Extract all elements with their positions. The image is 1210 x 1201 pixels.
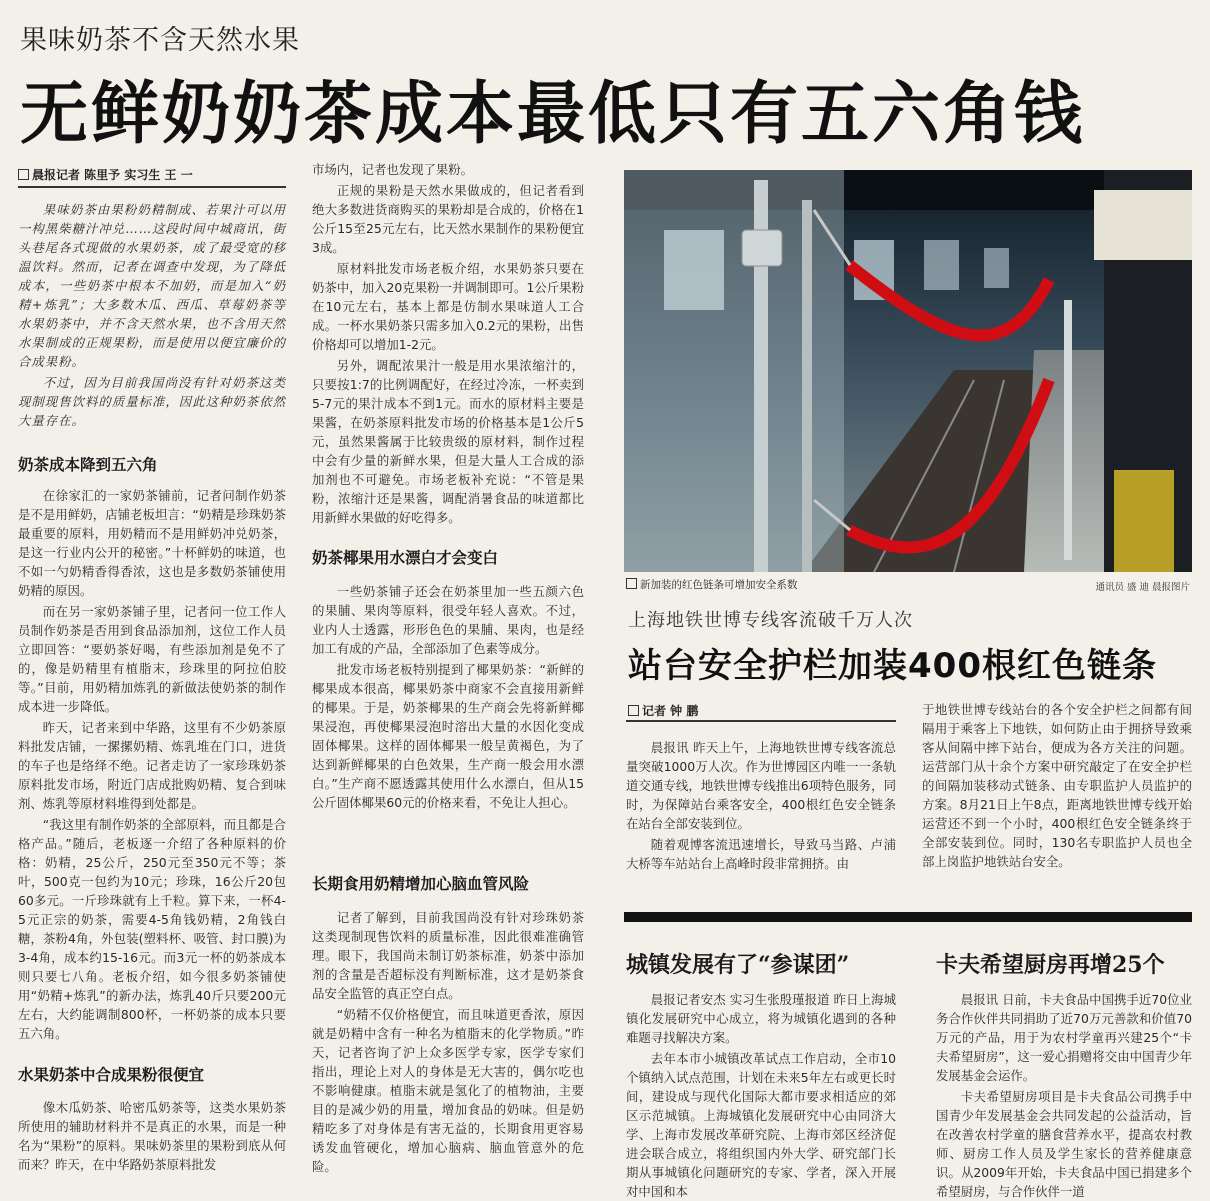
caption-marker-icon	[626, 578, 637, 589]
section-divider-bar	[624, 912, 1192, 922]
body-paragraph: 去年本市小城镇改革试点工作启动，全市10个镇纳入试点范围，计划在未来5年左右或更长时间，建设成与现代化国际大都市要求相适应的郊区示范城镇。上海城镇化发展研究中心由同济大学、上海市发展改革研究院、上海市郊区经济促进会联合成立，将组织国内外大学、研究部门长期从事城镇化问题研究的专家、学者，深入开展对中国和本	[626, 1051, 896, 1199]
byline-marker-icon	[18, 169, 29, 180]
section-heading: 长期食用奶精增加心脑血管风险	[312, 875, 530, 893]
main-kicker: 果味奶茶不含天然水果	[20, 25, 300, 56]
body-paragraph: 记者了解到，目前我国尚没有针对珍珠奶茶这类现制现售饮料的质量标准，因此很难准确管理。眼下，我国尚未制订奶茶标准，奶茶中添加剂的含量是否超标没有判断标准，这才是奶茶食品安全监管的真正空白点。	[312, 910, 584, 1001]
metro-platform-image	[624, 170, 1192, 572]
town-body	[626, 990, 896, 1199]
byline-rule	[18, 186, 286, 188]
intro-paragraph: 不过，因为目前我国尚没有针对奶茶这类现制现售饮料的质量标准，因此这种奶茶依然大量存在。	[18, 375, 286, 428]
col2-body	[312, 160, 584, 532]
section-heading: 奶茶成本降到五六角	[18, 456, 158, 474]
photo-credit: 通讯员 盛 迪 晨报图片	[1095, 582, 1190, 593]
metro-headline: 站台安全护栏加装400根红色链条	[628, 646, 1157, 686]
body-paragraph: 一些奶茶铺子还会在奶茶里加一些五颜六色的果脯、果肉等原料，很受年轻人喜欢。不过，业内人士透露，形形色色的果脯、果肉，也是经加工有成的产品，全部添加了色素等成分。	[312, 584, 584, 656]
main-byline: 晨报记者 陈里予 实习生 王 一	[18, 166, 193, 183]
metro-col1	[626, 738, 896, 898]
section-body	[18, 1098, 286, 1190]
town-headline: 城镇发展有了“参谋团”	[626, 952, 850, 978]
byline-marker-icon	[628, 705, 639, 716]
body-paragraph: 晨报讯 日前，卡夫食品中国携手近70位业务合作伙伴共同捐助了近70万元善款和价值70万元的产品，用于为农村学童再兴建25个“卡夫希望厨房”，这一爱心捐赠将交由中国青少年发展基金会运作。	[936, 992, 1192, 1083]
body-paragraph: 像木瓜奶茶、哈密瓜奶茶等，这类水果奶茶所使用的辅助材料并不是真正的水果，而是一种名为“果粉”的原料。果味奶茶里的果粉到底从何而来？昨天，在中华路奶茶原料批发	[18, 1100, 286, 1172]
body-paragraph: 晨报讯 昨天上午，上海地铁世博专线客流总量突破1000万人次。作为世博园区内唯一一条轨道交通专线，地铁世博专线推出6项特色服务，同时，为保障站台乘客安全，400根红色安全链条在站台全部安装到位。	[626, 740, 896, 831]
main-headline: 无鲜奶奶茶成本最低只有五六角钱	[20, 74, 1086, 154]
metro-byline-rule	[626, 720, 896, 722]
kafu-body	[936, 990, 1192, 1199]
body-paragraph: 于地铁世博专线站台的各个安全护栏之间都有间隔用于乘客上下地铁，如何防止由于拥挤导致乘客从间隔中摔下站台，便成为各方关注的问题。运营部门从十余个方案中研究敲定了在安全护栏的间隔加装移动式链条、由专职监护人员监护的方案。8月21日上午8点，距离地铁世博专线开始运营还不到一个小时，400根红色安全链条终于全部安装到位。同时，130名专职监护人员也全部上岗监护地铁站台安全。	[922, 702, 1192, 869]
main-intro	[18, 200, 286, 436]
metro-col2	[922, 700, 1192, 898]
section-body	[18, 486, 286, 1050]
section-body	[312, 908, 584, 1190]
body-paragraph: “我这里有制作奶茶的全部原料，而且都是合格产品。”随后，老板逐一介绍了各种原料的价格：奶精，25公斤，250元至350元不等；茶叶，500克一包约为10元；珍珠，16公斤20包60多元。一斤珍珠就有上千粒。算下来，一杯4-5元正宗的奶茶，需要4-5角钱奶精，2角钱白糖，茶粉4角，外包装(塑料杯、吸管、封口膜)为3-4角，成本约15-16元。而3元一杯的奶茶成本则只要七八角。老板介绍，如今很多奶茶铺使用“奶精+炼乳”的新办法，炼乳40斤只要200元左右，大约能调制800杯，一杯奶茶的成本只要五六角。	[18, 817, 286, 1041]
metro-photo	[624, 170, 1192, 572]
body-paragraph: 市场内，记者也发现了果粉。	[312, 162, 474, 177]
body-paragraph: 昨天，记者来到中华路，这里有不少奶茶原料批发店铺，一摞摞奶精、炼乳堆在门口，进货的车子也是络绎不绝。记者走访了一家珍珠奶茶原料批发市场，附近门店成批购奶精、复合到味剂、炼乳等原材料堆得到处都是。	[18, 720, 286, 811]
kafu-headline: 卡夫希望厨房再增25个	[936, 952, 1165, 978]
body-paragraph: 晨报记者安杰 实习生张殷瑾报道 昨日上海城镇化发展研究中心成立，将为城镇化遇到的各种难题寻找解决方案。	[626, 992, 896, 1045]
body-paragraph: 而在另一家奶茶铺子里，记者问一位工作人员制作奶茶是否用到食品添加剂，这位工作人员立即回答：“要奶茶好喝，有些添加剂是免不了的，像是奶精里有植脂末，珍珠里的阿拉伯胶等。”目前，用奶精加炼乳的新做法使奶茶的制作成本进一步降低。	[18, 604, 286, 714]
section-heading: 奶茶椰果用水漂白才会变白	[312, 549, 499, 567]
body-paragraph: 批发市场老板特别提到了椰果奶茶：“新鲜的椰果成本很高，椰果奶茶中商家不会直接用新鲜的椰果。于是，奶茶椰果的生产商会先将新鲜椰果浸泡，再使椰果浸泡时溶出大量的水因化变成固体椰果。这样的固体椰果一般呈黄褐色，为了达到新鲜椰果的白色效果，生产商一般会用水漂白。”生产商不愿透露其使用什么水漂白，但从15公斤固体椰果60元的价格来看，不免让人担心。	[312, 662, 584, 810]
section-heading: 水果奶茶中合成果粉很便宜	[18, 1066, 205, 1084]
section-body	[312, 582, 584, 856]
body-paragraph: 正规的果粉是天然水果做成的，但记者看到绝大多数进货商购买的果粉却是合成的，价格在1公斤15至25元左右，比天然水果制作的果粉便宜3成。	[312, 183, 584, 255]
intro-paragraph: 果味奶茶由果粉奶精制成、若果汁可以用一构黑柴糖汁冲兑……这段时间中城商讯，街头巷尾各式现做的水果奶茶，成了最受宽的移温饮料。然而，记者在调查中发现，为了降低成本，一些奶茶中根本不加奶，而是加入“奶精+炼乳”；大多数木瓜、西瓜、草莓奶茶等水果奶茶中，并不含天然水果，也不含用天然水果制成的正规果粉，而是使用以便宜廉价的合成果粉。	[18, 202, 286, 369]
metro-kicker: 上海地铁世博专线客流破千万人次	[628, 610, 913, 631]
body-paragraph: “奶精不仅价格便宜，而且味道更香浓，原因就是奶精中含有一种名为植脂末的化学物质。”昨天，记者咨询了沪上众多医学专家，医学专家们指出，理论上对人的身体是无大害的，偶尔吃也不影响健康。植脂末就是氢化了的植物油，主要目的是减少奶的用量，增加食品的奶味。但是奶精吃多了对身体是有害无益的，长期食用更容易诱发血管硬化，增加心脑病、脑血管意外的危险。	[312, 1007, 584, 1174]
body-paragraph: 随着观博客流迅速增长，导致马当路、卢浦大桥等车站站台上高峰时段非常拥挤。由	[626, 837, 896, 871]
metro-byline: 记者 钟 鹏	[628, 702, 698, 719]
photo-caption: 新加装的红色链条可增加安全系数	[626, 577, 798, 592]
body-paragraph: 另外，调配浓果汁一般是用水果浓缩汁的，只要按1:7的比例调配好，在经过冷冻，一杯卖到5-7元的果汁成本不到1元。而水的原材料主要是果酱，在奶茶原料批发市场的价格基本是1公斤5元，虽然果酱属于比较贵级的原材料，制作过程中会有少量的新鲜水果，但是大量人工合成的添加剂也不可避免。市场老板补充说：“不管是果粉，浓缩汁还是果酱，调配消暑食品的味道都比用新鲜水果做的好吃得多。	[312, 358, 584, 525]
body-paragraph: 卡夫希望厨房项目是卡夫食品公司携手中国青少年发展基金会共同发起的公益活动，旨在改善农村学童的膳食营养水平，提高农村教师、厨房工作人员及学生家长的营养健康意识。从2009年开始，卡夫食品中国已捐建多个希望厨房，与合作伙伴一道	[936, 1089, 1192, 1199]
body-paragraph: 原材料批发市场老板介绍，水果奶茶只要在奶茶中，加入20克果粉一并调制即可。1公斤果粉在10元左右，基本上都是仿制水果味道人工合成。一杯水果奶茶只需多加入0.2元的果粉，出售价格却可以增加1-2元。	[312, 261, 584, 352]
body-paragraph: 在徐家汇的一家奶茶铺前，记者问制作奶茶是不是用鲜奶，店铺老板坦言：“奶精是珍珠奶茶最重要的原料，用奶精而不是用鲜奶冲兑奶茶，是这一行业内公开的秘密。”十杯鲜奶的味道，也不如一勺奶精香得香浓，这也是多数奶茶铺使用奶精的原因。	[18, 488, 286, 598]
